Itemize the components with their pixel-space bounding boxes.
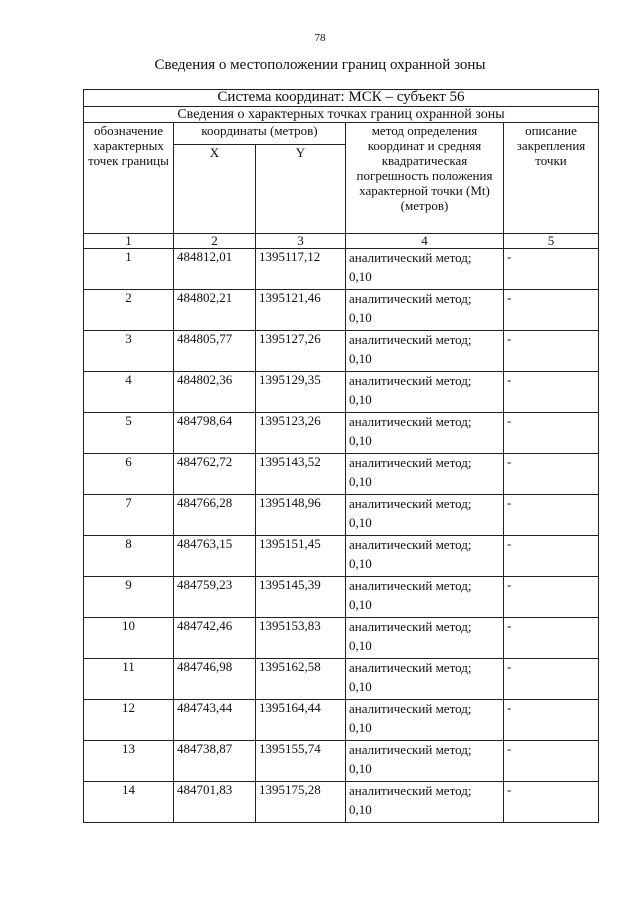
method-text: аналитический метод; xyxy=(349,373,472,388)
col-number: 1 xyxy=(84,234,174,249)
accuracy-value: 0,10 xyxy=(349,761,372,776)
table-row xyxy=(84,331,599,372)
coord-x: 484738,87 xyxy=(174,741,256,782)
accuracy-value: 0,10 xyxy=(349,679,372,694)
point-number: 10 xyxy=(84,618,174,659)
header-desc: описание закрепления точки xyxy=(504,123,599,234)
table-row xyxy=(84,413,599,454)
point-number: 3 xyxy=(84,331,174,372)
method-text: аналитический метод; xyxy=(349,455,472,470)
column-numbers-row xyxy=(84,234,599,249)
method-cell xyxy=(346,413,504,454)
method-text: аналитический метод; xyxy=(349,742,472,757)
point-number: 9 xyxy=(84,577,174,618)
method-cell xyxy=(346,331,504,372)
point-number: 4 xyxy=(84,372,174,413)
coord-x: 484743,44 xyxy=(174,700,256,741)
point-number: 5 xyxy=(84,413,174,454)
table-subtitle: Сведения о характерных точках границ охранной зоны xyxy=(84,107,599,123)
accuracy-value: 0,10 xyxy=(349,556,372,571)
table-body xyxy=(84,249,599,823)
description: - xyxy=(504,290,599,331)
coord-y: 1395123,26 xyxy=(256,413,346,454)
accuracy-value: 0,10 xyxy=(349,474,372,489)
coord-y: 1395164,44 xyxy=(256,700,346,741)
point-number: 11 xyxy=(84,659,174,700)
point-number: 12 xyxy=(84,700,174,741)
point-number: 1 xyxy=(84,249,174,290)
coord-x: 484746,98 xyxy=(174,659,256,700)
coord-x: 484805,77 xyxy=(174,331,256,372)
accuracy-value: 0,10 xyxy=(349,802,372,817)
method-cell xyxy=(346,536,504,577)
method-text: аналитический метод; xyxy=(349,250,472,265)
description: - xyxy=(504,331,599,372)
point-number: 13 xyxy=(84,741,174,782)
method-cell xyxy=(346,577,504,618)
coord-y: 1395117,12 xyxy=(256,249,346,290)
coord-y: 1395162,58 xyxy=(256,659,346,700)
description: - xyxy=(504,454,599,495)
method-cell xyxy=(346,782,504,823)
coordinates-table xyxy=(83,89,599,823)
accuracy-value: 0,10 xyxy=(349,310,372,325)
coord-y: 1395148,96 xyxy=(256,495,346,536)
description: - xyxy=(504,741,599,782)
accuracy-value: 0,10 xyxy=(349,638,372,653)
accuracy-value: 0,10 xyxy=(349,720,372,735)
description: - xyxy=(504,249,599,290)
method-cell xyxy=(346,618,504,659)
description: - xyxy=(504,413,599,454)
table-row xyxy=(84,372,599,413)
table-row xyxy=(84,495,599,536)
coord-y: 1395151,45 xyxy=(256,536,346,577)
coord-y: 1395175,28 xyxy=(256,782,346,823)
method-cell xyxy=(346,700,504,741)
header-y: Y xyxy=(256,145,346,234)
point-number: 6 xyxy=(84,454,174,495)
coord-y: 1395127,26 xyxy=(256,331,346,372)
table-row xyxy=(84,577,599,618)
coord-x: 484763,15 xyxy=(174,536,256,577)
table-row xyxy=(84,782,599,823)
description: - xyxy=(504,700,599,741)
header-method: метод определения координат и средняя квадратическая погрешность положения характерной точки (Mt) (метров) xyxy=(346,123,504,234)
description: - xyxy=(504,618,599,659)
coord-x: 484802,36 xyxy=(174,372,256,413)
method-text: аналитический метод; xyxy=(349,291,472,306)
method-text: аналитический метод; xyxy=(349,537,472,552)
accuracy-value: 0,10 xyxy=(349,433,372,448)
method-cell xyxy=(346,454,504,495)
col-number: 4 xyxy=(346,234,504,249)
table-row xyxy=(84,700,599,741)
coord-x: 484802,21 xyxy=(174,290,256,331)
point-number: 8 xyxy=(84,536,174,577)
table-row xyxy=(84,659,599,700)
description: - xyxy=(504,659,599,700)
method-text: аналитический метод; xyxy=(349,578,472,593)
coord-x: 484766,28 xyxy=(174,495,256,536)
header-coords: координаты (метров) xyxy=(174,123,346,145)
point-number: 7 xyxy=(84,495,174,536)
description: - xyxy=(504,577,599,618)
description: - xyxy=(504,536,599,577)
coord-x: 484701,83 xyxy=(174,782,256,823)
method-text: аналитический метод; xyxy=(349,701,472,716)
coord-x: 484762,72 xyxy=(174,454,256,495)
coord-y: 1395143,52 xyxy=(256,454,346,495)
description: - xyxy=(504,782,599,823)
table-row xyxy=(84,536,599,577)
point-number: 14 xyxy=(84,782,174,823)
method-text: аналитический метод; xyxy=(349,332,472,347)
table-row xyxy=(84,618,599,659)
coord-y: 1395145,39 xyxy=(256,577,346,618)
table-row xyxy=(84,454,599,495)
coord-x: 484798,64 xyxy=(174,413,256,454)
method-cell xyxy=(346,290,504,331)
document-title: Сведения о местоположении границ охранной зоны xyxy=(154,57,486,73)
col-number: 5 xyxy=(504,234,599,249)
method-text: аналитический метод; xyxy=(349,660,472,675)
header-point: обозначение характерных точек границы xyxy=(84,123,174,234)
point-number: 2 xyxy=(84,290,174,331)
method-text: аналитический метод; xyxy=(349,783,472,798)
description: - xyxy=(504,495,599,536)
method-text: аналитический метод; xyxy=(349,496,472,511)
coord-y: 1395121,46 xyxy=(256,290,346,331)
table-row xyxy=(84,249,599,290)
coord-x: 484742,46 xyxy=(174,618,256,659)
table-row xyxy=(84,741,599,782)
table-row xyxy=(84,290,599,331)
method-cell xyxy=(346,249,504,290)
method-text: аналитический метод; xyxy=(349,414,472,429)
accuracy-value: 0,10 xyxy=(349,269,372,284)
accuracy-value: 0,10 xyxy=(349,392,372,407)
coord-x: 484812,01 xyxy=(174,249,256,290)
page-number: 78 xyxy=(314,32,326,44)
method-cell xyxy=(346,659,504,700)
accuracy-value: 0,10 xyxy=(349,351,372,366)
method-cell xyxy=(346,372,504,413)
col-number: 2 xyxy=(174,234,256,249)
coord-y: 1395129,35 xyxy=(256,372,346,413)
col-number: 3 xyxy=(256,234,346,249)
coord-y: 1395153,83 xyxy=(256,618,346,659)
accuracy-value: 0,10 xyxy=(349,597,372,612)
method-text: аналитический метод; xyxy=(349,619,472,634)
method-cell xyxy=(346,495,504,536)
coord-x: 484759,23 xyxy=(174,577,256,618)
description: - xyxy=(504,372,599,413)
accuracy-value: 0,10 xyxy=(349,515,372,530)
method-cell xyxy=(346,741,504,782)
coord-y: 1395155,74 xyxy=(256,741,346,782)
coordinate-system: Система координат: МСК – субъект 56 xyxy=(84,90,599,107)
header-x: X xyxy=(174,145,256,234)
